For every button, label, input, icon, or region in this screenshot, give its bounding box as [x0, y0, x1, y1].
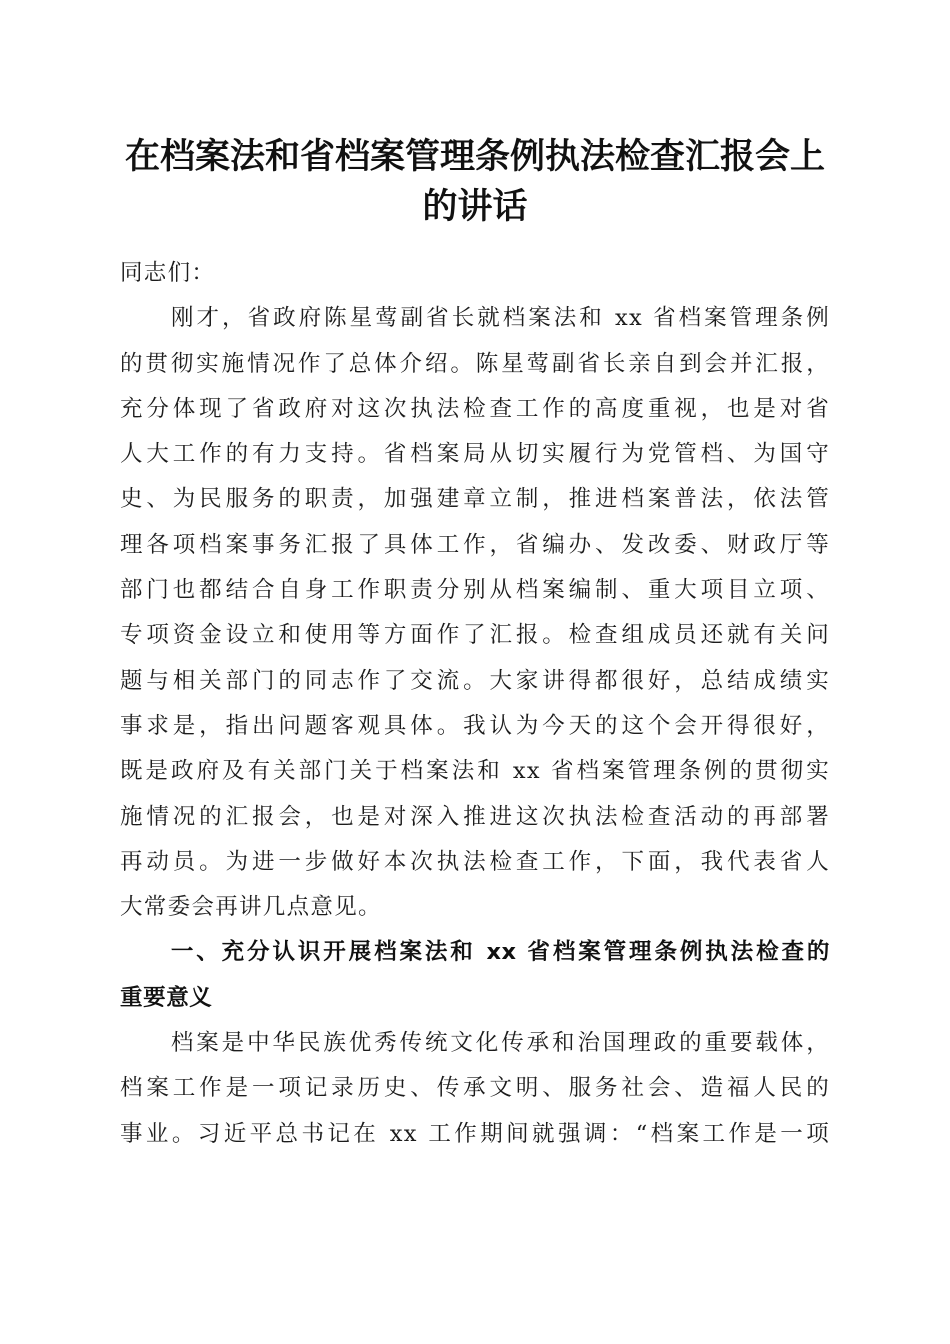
paragraph-2-line: 档案工作是一项记录历史、传承文明、服务社会、造福人民的 [120, 1075, 830, 1102]
salutation-text: 同志们： [120, 260, 216, 286]
paragraph-1-line: 施情况的汇报会，也是对深入推进这次执法检查活动的再部署 [120, 803, 830, 830]
paragraph-1-line: 题与相关部门的同志作了交流。大家讲得都很好，总结成绩实 [120, 667, 830, 694]
paragraph-1-line: 刚才，省政府陈星莺副省长就档案法和 xx 省档案管理条例 [120, 305, 830, 332]
paragraph-2-line: 事业。习近平总书记在 xx 工作期间就强调：“档案工作是一项 [120, 1120, 830, 1147]
title-line-2: 的讲话 [422, 186, 528, 227]
paragraph-2 [120, 1021, 830, 1157]
paragraph-1-line: 再动员。为进一步做好本次执法检查工作，下面，我代表省人 [120, 848, 830, 875]
paragraph-1 [120, 296, 830, 930]
paragraph-1-line: 史、为民服务的职责，加强建章立制，推进档案普法，依法管 [120, 486, 830, 513]
paragraph-1-line: 既是政府及有关部门关于档案法和 xx 省档案管理条例的贯彻实 [120, 758, 830, 785]
document-title [100, 132, 850, 232]
paragraph-1-line: 人大工作的有力支持。省档案局从切实履行为党管档、为国守 [120, 441, 830, 468]
salutation [120, 251, 830, 296]
heading-line: 一、充分认识开展档案法和 xx 省档案管理条例执法检查的 [120, 939, 830, 966]
section-heading-1 [120, 930, 830, 1021]
paragraph-1-line: 专项资金设立和使用等方面作了汇报。检查组成员还就有关问 [120, 622, 830, 649]
title-line-1: 在档案法和省档案管理条例执法检查汇报会上 [124, 136, 825, 177]
paragraph-1-line: 理各项档案事务汇报了具体工作，省编办、发改委、财政厅等 [120, 531, 830, 558]
heading-line: 重要意义 [120, 984, 213, 1011]
paragraph-1-line: 的贯彻实施情况作了总体介绍。陈星莺副省长亲自到会并汇报， [120, 350, 830, 377]
document-body [120, 251, 830, 1157]
paragraph-1-line: 充分体现了省政府对这次执法检查工作的高度重视，也是对省 [120, 395, 830, 422]
paragraph-1-line: 事求是，指出问题客观具体。我认为今天的这个会开得很好， [120, 712, 830, 739]
paragraph-1-line: 大常委会再讲几点意见。 [120, 894, 382, 921]
paragraph-2-line: 档案是中华民族优秀传统文化传承和治国理政的重要载体， [120, 1030, 830, 1057]
paragraph-1-line: 部门也都结合自身工作职责分别从档案编制、重大项目立项、 [120, 577, 830, 604]
